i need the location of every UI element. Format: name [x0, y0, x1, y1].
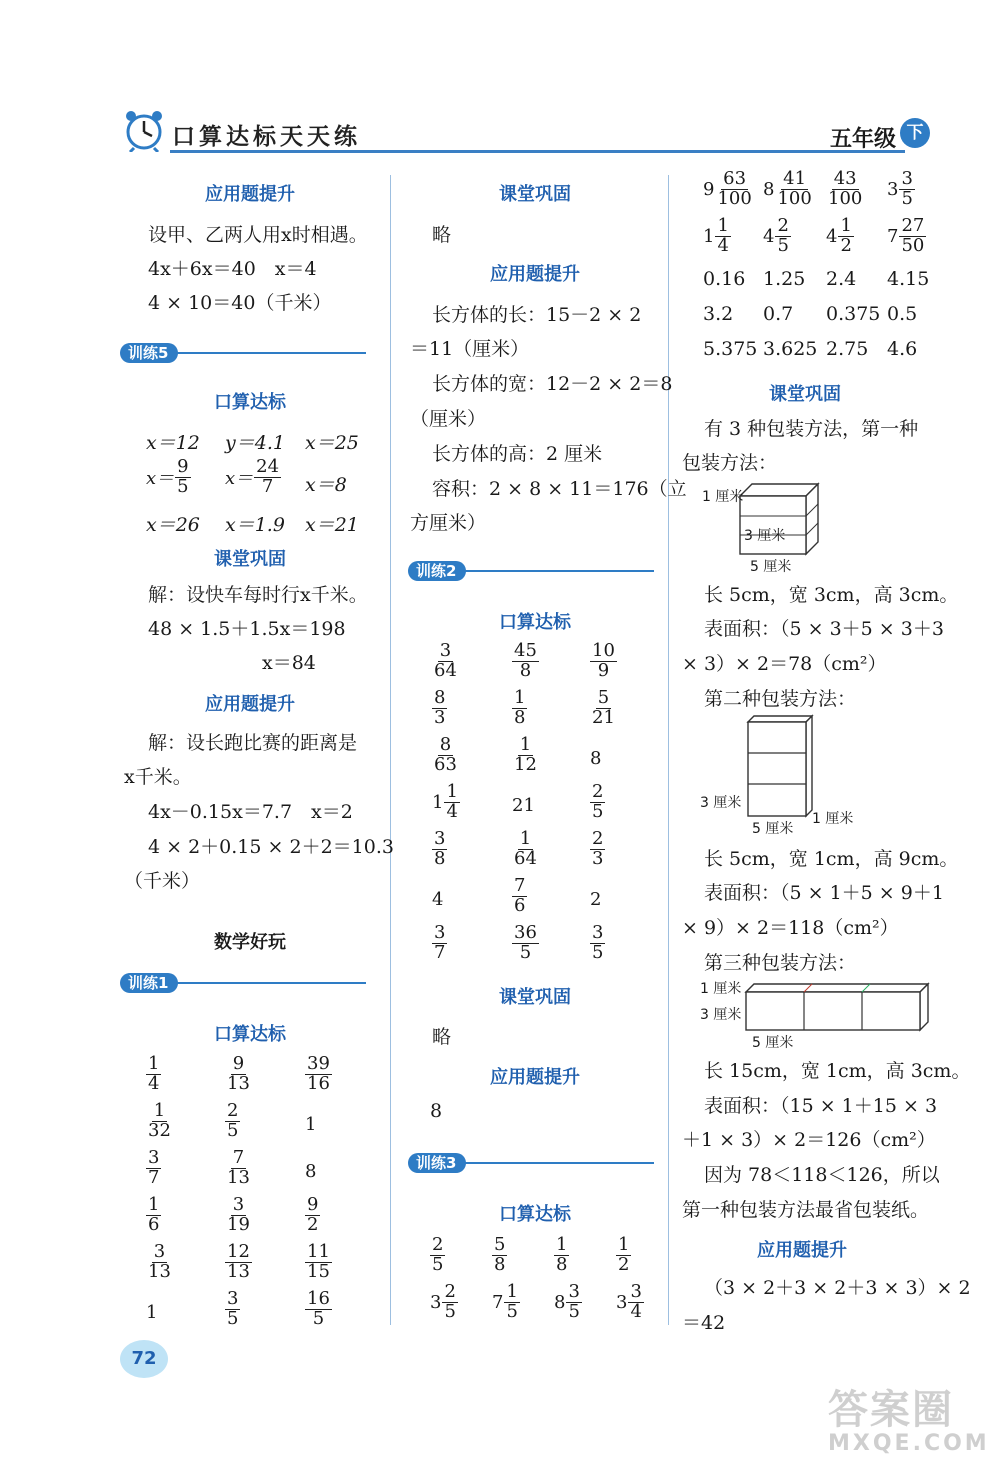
badge-label: 训练1 [120, 973, 178, 993]
badge-rule [464, 570, 654, 572]
text-line: 长方体的高：2 厘米 [432, 443, 603, 465]
answer-fraction: $\frac{10}{9}$ [592, 640, 615, 681]
section-title: 口算达标 [214, 1024, 286, 1045]
text-line: 解：设长跑比赛的距离是 [148, 732, 358, 754]
text-line: x千米。 [124, 766, 192, 788]
training-badge [408, 560, 654, 582]
section-title: 应用题提升 [205, 184, 295, 205]
text-line: 4x－0.15x＝7.7 x＝2 [148, 801, 353, 823]
answer-fraction: $\frac{8}{3}$ [434, 687, 446, 728]
text-line: （3 × 2＋3 × 2＋3 × 3）× 2 [704, 1277, 971, 1299]
text-line: （千米） [124, 870, 201, 892]
text-line: 4x＋6x＝40 x＝4 [148, 258, 317, 280]
answer-fraction: 4 $\frac{2}{5}$ [763, 215, 789, 256]
answer-fraction: $\frac{7}{13}$ [227, 1147, 250, 1188]
section-title: 应用题提升 [490, 264, 580, 285]
watermark-url: MXQE.COM [828, 1431, 990, 1456]
answer-fraction: $\frac{39}{16}$ [307, 1053, 330, 1094]
text-line: 解：设快车每时行x千米。 [148, 584, 368, 606]
answer-fraction: $\frac{1}{2}$ [618, 1234, 630, 1275]
answer-fraction: $\frac{8}{63}$ [434, 734, 457, 775]
watermark [828, 1378, 990, 1456]
answer-fraction: $\frac{3}{13}$ [148, 1241, 171, 1282]
answer-fraction: $\frac{1}{4}$ [148, 1053, 160, 1094]
answer-fraction: $\frac{2}{5}$ [592, 781, 604, 822]
answer-fraction: 1 $\frac{1}{4}$ [432, 781, 458, 822]
answer-value: 4.15 [887, 268, 930, 290]
text-line: 长 15cm，宽 1cm，高 3cm。 [704, 1060, 971, 1082]
answer-fraction: 3 $\frac{3}{4}$ [616, 1281, 642, 1322]
text-line: 有 3 种包装方法，第一种 [704, 418, 919, 440]
text-line: 设甲、乙两人用x时相遇。 [148, 224, 368, 246]
text-line: x＝84 [262, 652, 316, 674]
dimension-label: 5 厘米 [752, 1035, 794, 1051]
text-line: 包装方法： [682, 452, 778, 474]
answer-fraction: $\frac{7}{6}$ [514, 875, 526, 916]
answer-fraction: $\frac{3}{8}$ [434, 828, 446, 869]
answer: x＝8 [305, 474, 347, 496]
answer-fraction: $\frac{5}{21}$ [592, 687, 615, 728]
column-divider [668, 175, 669, 1325]
text-line: 因为 78＜118＜126，所以 [704, 1164, 940, 1186]
text-line: （厘米） [410, 408, 487, 430]
answer-fraction: $\frac{1}{8}$ [514, 687, 526, 728]
answer-fraction: $\frac{1}{64}$ [514, 828, 537, 869]
badge-rule [176, 352, 366, 354]
answer-fraction: $\frac{3}{5}$ [227, 1288, 239, 1329]
text-line: 长方体的长：15－2 × 2 [432, 304, 642, 326]
answer-value: 1.25 [763, 268, 806, 290]
text-line: 略 [432, 1026, 452, 1048]
answer-fraction: $\frac{2}{5}$ [227, 1100, 239, 1141]
book-title: 口算达标天天练 [172, 124, 361, 150]
answer-fraction: $\frac{45}{8}$ [514, 640, 537, 681]
answer-value: 0.16 [703, 268, 746, 290]
answer-value: 8 [305, 1161, 317, 1182]
answer-fraction: $\frac{9}{2}$ [307, 1194, 319, 1235]
packaging-diagram-2 [740, 712, 820, 822]
answer-fraction: $\frac{16}{5}$ [307, 1288, 330, 1329]
answer-fraction: $\frac{36}{5}$ [514, 922, 537, 963]
volume-badge: 下 [900, 118, 930, 148]
packaging-diagram-3 [742, 978, 932, 1032]
text-line: 表面积：（5 × 3＋5 × 3＋3 [704, 618, 944, 640]
text-line: 表面积：（5 × 1＋5 × 9＋1 [704, 882, 944, 904]
text-line: 第三种包装方法： [704, 952, 857, 974]
column-divider [390, 175, 391, 1325]
dimension-label: 5 厘米 [752, 821, 794, 837]
dimension-label: 1 厘米 [700, 981, 742, 997]
text-line: 容积：2 × 8 × 11＝176（立 [432, 478, 687, 500]
text-line: ＝11（厘米） [410, 338, 530, 360]
answer-fraction: $\frac{3}{64}$ [434, 640, 457, 681]
answer-fraction: $\frac{1}{32}$ [148, 1100, 171, 1141]
answer-fraction: $\frac{5}{8}$ [494, 1234, 506, 1275]
badge-rule [464, 1162, 654, 1164]
answer-fraction: $\frac{1}{12}$ [514, 734, 537, 775]
answer-value: 0.7 [763, 303, 794, 325]
clock-icon [122, 108, 166, 152]
answer-fraction: 4 $\frac{1}{2}$ [826, 215, 852, 256]
section-title: 课堂巩固 [769, 384, 841, 405]
answer-fraction: $\frac{2}{3}$ [592, 828, 604, 869]
answer: x＝21 [305, 514, 359, 536]
text-line: 8 [430, 1100, 443, 1122]
answer: x＝12 [146, 432, 200, 454]
dimension-label: 3 厘米 [700, 1007, 742, 1023]
answer-fraction: $\frac{1}{6}$ [148, 1194, 160, 1235]
training-badge [120, 972, 366, 994]
training-badge [120, 342, 366, 364]
answer: y＝4.1 [225, 432, 285, 454]
section-title: 口算达标 [499, 1204, 571, 1225]
text-line: 4 × 10＝40（千米） [148, 292, 332, 314]
answer-value: 3.625 [763, 338, 818, 360]
answer-value: 4.6 [887, 338, 918, 360]
text-line: 第二种包装方法： [704, 688, 857, 710]
answer-fraction: $\frac{12}{13}$ [227, 1241, 250, 1282]
badge-label: 训练5 [120, 343, 178, 363]
answer: x＝25 [305, 432, 359, 454]
text-line: ＝42 [682, 1312, 726, 1334]
answer-fraction: 1 $\frac{1}{4}$ [703, 215, 729, 256]
answer-value: 8 [590, 748, 602, 769]
answer-fraction: $\frac{3}{5}$ [592, 922, 604, 963]
text-line: × 9）× 2＝118（cm²） [682, 917, 899, 939]
section-title: 应用题提升 [757, 1240, 847, 1261]
section-title: 应用题提升 [490, 1067, 580, 1088]
answer-fraction: $\frac{3}{7}$ [434, 922, 446, 963]
answer: x＝1.9 [225, 514, 285, 536]
text-line: 48 × 1.5＋1.5x＝198 [148, 618, 346, 640]
answer-fraction: $\frac{3}{7}$ [148, 1147, 160, 1188]
answer-value: 2 [590, 889, 602, 910]
dimension-label: 1 厘米 [812, 811, 854, 827]
answer-value: 1 [146, 1302, 158, 1323]
answer-fraction: x＝ $\frac{9}{5}$ [146, 456, 189, 497]
answer-fraction: 9 $\frac{63}{100}$ [703, 168, 752, 209]
answer-fraction: 3 $\frac{2}{5}$ [430, 1281, 456, 1322]
text-line: 长 5cm，宽 3cm，高 3cm。 [704, 584, 959, 606]
answer-value: 1 [305, 1114, 317, 1135]
answer-value: 0.5 [887, 303, 918, 325]
answer-fraction: $\frac{2}{5}$ [432, 1234, 444, 1275]
answer-fraction: $\frac{1}{8}$ [556, 1234, 568, 1275]
dimension-label: 3 厘米 [700, 795, 742, 811]
answer-fraction: $\frac{11}{15}$ [307, 1241, 330, 1282]
answer-fraction: x＝ $\frac{24}{7}$ [225, 456, 280, 497]
answer-fraction: 3 $\frac{3}{5}$ [887, 168, 913, 209]
section-title: 应用题提升 [205, 694, 295, 715]
text-line: 长方体的宽：12－2 × 2＝8 [432, 373, 673, 395]
answer-fraction: 7 $\frac{1}{5}$ [492, 1281, 518, 1322]
answer-fraction: $\frac{3}{19}$ [227, 1194, 250, 1235]
section-title: 课堂巩固 [499, 987, 571, 1008]
answer-fraction: $\frac{43}{100}$ [828, 168, 863, 209]
dimension-label: 5 厘米 [750, 559, 792, 575]
header-rule [170, 150, 905, 153]
text-line: 长 5cm，宽 1cm，高 9cm。 [704, 848, 959, 870]
dimension-label: 3 厘米 [744, 528, 786, 544]
answer: x＝26 [146, 514, 200, 536]
answer-fraction: 7 $\frac{27}{50}$ [887, 215, 925, 256]
text-line: 方厘米） [410, 512, 487, 534]
text-line: 第一种包装方法最省包装纸。 [682, 1199, 930, 1221]
page-number: 72 [120, 1340, 168, 1378]
answer-value: 0.375 [826, 303, 881, 325]
badge-label: 训练2 [408, 561, 466, 581]
section-title: 口算达标 [214, 392, 286, 413]
answer-fraction: 8 $\frac{3}{5}$ [554, 1281, 580, 1322]
badge-label: 训练3 [408, 1153, 466, 1173]
section-title: 口算达标 [499, 612, 571, 633]
text-line: 表面积：（15 × 1＋15 × 3 [704, 1095, 938, 1117]
text-line: 略 [432, 224, 452, 246]
text-line: ＋1 × 3）× 2＝126（cm²） [682, 1129, 936, 1151]
section-title: 课堂巩固 [214, 549, 286, 570]
training-badge [408, 1152, 654, 1174]
answer-value: 3.2 [703, 303, 734, 325]
answer-value: 2.4 [826, 268, 857, 290]
text-line: 4 × 2＋0.15 × 2＋2＝10.3 [148, 836, 394, 858]
section-title: 数学好玩 [214, 932, 286, 953]
answer-fraction: 8 $\frac{41}{100}$ [763, 168, 812, 209]
text-line: × 3）× 2＝78（cm²） [682, 653, 887, 675]
section-title: 课堂巩固 [499, 184, 571, 205]
grade-label: 五年级 [830, 127, 897, 152]
badge-rule [176, 982, 366, 984]
answer-value: 2.75 [826, 338, 869, 360]
answer-fraction: $\frac{9}{13}$ [227, 1053, 250, 1094]
answer-value: 5.375 [703, 338, 758, 360]
dimension-label: 1 厘米 [702, 489, 744, 505]
answer-value: 21 [512, 795, 535, 816]
answer-value: 4 [432, 889, 444, 910]
watermark-logo: 答案圈 [828, 1387, 954, 1433]
